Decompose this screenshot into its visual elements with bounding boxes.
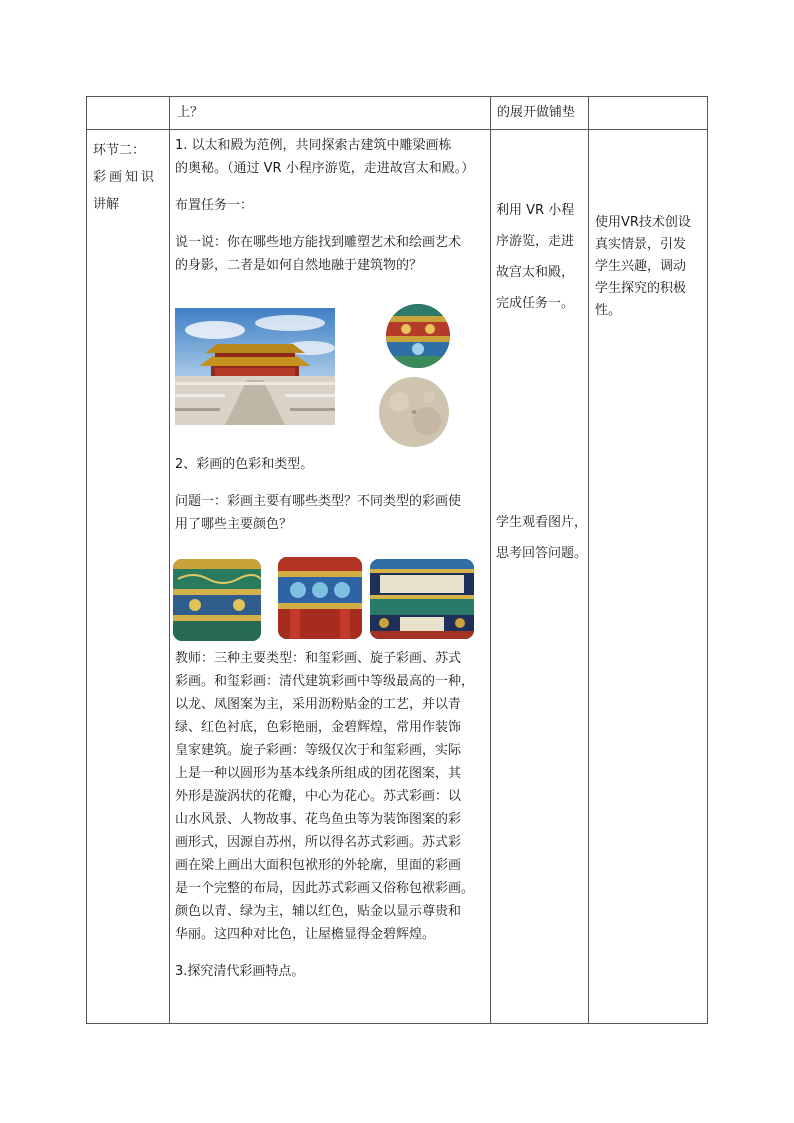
p6-line: 教师：三种主要类型：和玺彩画、旋子彩画、苏式 xyxy=(175,651,462,666)
col-divider-1 xyxy=(169,97,170,1023)
p1-line: 1. 以太和殿为范例，共同探索古建筑中雕梁画栋 xyxy=(175,138,452,153)
teacher-explanation xyxy=(175,647,487,983)
activity-line: 学生观看图片， xyxy=(496,515,588,530)
p6-line: 外形是漩涡状的花瓣，中心为花心。苏式彩画：以 xyxy=(175,789,462,804)
p3-line: 的身影，二者是如何自然地融于建筑物的？ xyxy=(175,258,423,273)
p6-line: 以龙、凤图案为主，采用沥粉贴金的工艺，并以青 xyxy=(175,697,462,712)
section-label-line: 彩画知识 xyxy=(93,170,158,185)
p6-line: 是一个完整的布局，因此苏式彩画又俗称包袱彩画。 xyxy=(175,881,475,896)
intent-line: 性。 xyxy=(595,303,622,318)
stone-texture-circle xyxy=(379,377,449,447)
p6-line: 皇家建筑。旋子彩画：等级仅次于和玺彩画，实际 xyxy=(175,743,462,758)
xuanzi-caihua-photo xyxy=(278,557,362,639)
main-content-2 xyxy=(175,453,487,536)
p6-line: 绿、红色衬底，色彩艳丽，金碧辉煌，常用作装饰 xyxy=(175,720,462,735)
intent-line: 真实情景，引发 xyxy=(595,237,687,252)
p1-line: 的奥秘。（通过 VR 小程序游览，走进故宫太和殿。） xyxy=(175,161,475,176)
intent-line: 使用VR技术创设 xyxy=(595,215,691,230)
p6-line: 画在梁上画出大面积包袱形的外轮廓，里面的彩画 xyxy=(175,858,462,873)
section-label-line: 讲解 xyxy=(93,197,120,212)
p6-line: 颜色以青、绿为主，辅以红色，贴金以显示尊贵和 xyxy=(175,904,462,919)
p6-line: 画形式，因源自苏州，所以得名苏式彩画。苏式彩 xyxy=(175,835,462,850)
hexi-caihua-photo xyxy=(173,559,261,641)
p6-line: 山水风景、人物故事、花鸟鱼虫等为装饰图案的彩 xyxy=(175,812,462,827)
section-label xyxy=(93,137,165,218)
col-divider-3 xyxy=(588,97,589,1023)
student-activity-1 xyxy=(496,195,586,319)
p5-line: 问题一：彩画主要有哪些类型？不同类型的彩画使 xyxy=(175,494,462,509)
intent-line: 学生探究的积极 xyxy=(595,281,687,296)
p3-line: 说一说：你在哪些地方能找到雕塑艺术和绘画艺术 xyxy=(175,235,462,250)
student-activity-2 xyxy=(496,507,588,569)
p6-line: 上是一种以圆形为基本线条所组成的团花图案，其 xyxy=(175,766,462,781)
row1-col3-text: 的展开做铺垫 xyxy=(497,105,576,120)
task-heading: 布置任务一： xyxy=(175,198,254,213)
p5-line: 用了哪些主要颜色？ xyxy=(175,517,293,532)
taihe-hall-photo xyxy=(175,308,335,425)
row1-col2-text: 上？ xyxy=(177,105,204,120)
section-heading-3: 3.探究清代彩画特点。 xyxy=(175,964,305,979)
painted-beam-detail-circle xyxy=(386,304,450,368)
p6-line: 华丽。这四种对比色，让屋檐显得金碧辉煌。 xyxy=(175,927,436,942)
activity-line: 故宫太和殿， xyxy=(496,265,575,280)
lesson-table xyxy=(86,96,708,1024)
section-heading-2: 2、彩画的色彩和类型。 xyxy=(175,457,314,472)
activity-line: 完成任务一。 xyxy=(496,296,575,311)
p6-line: 彩画。和玺彩画：清代建筑彩画中等级最高的一种， xyxy=(175,674,475,689)
activity-line: 利用 VR 小程 xyxy=(496,203,575,218)
intent-line: 学生兴趣，调动 xyxy=(595,259,687,274)
row-divider xyxy=(87,129,707,130)
activity-line: 序游览，走进 xyxy=(496,234,575,249)
suzhou-caihua-photo xyxy=(370,559,474,639)
main-content xyxy=(175,134,487,277)
design-intent xyxy=(595,212,705,322)
activity-line: 思考回答问题。 xyxy=(496,546,588,561)
section-label-line: 环节二： xyxy=(93,143,146,158)
col-divider-2 xyxy=(490,97,491,1023)
